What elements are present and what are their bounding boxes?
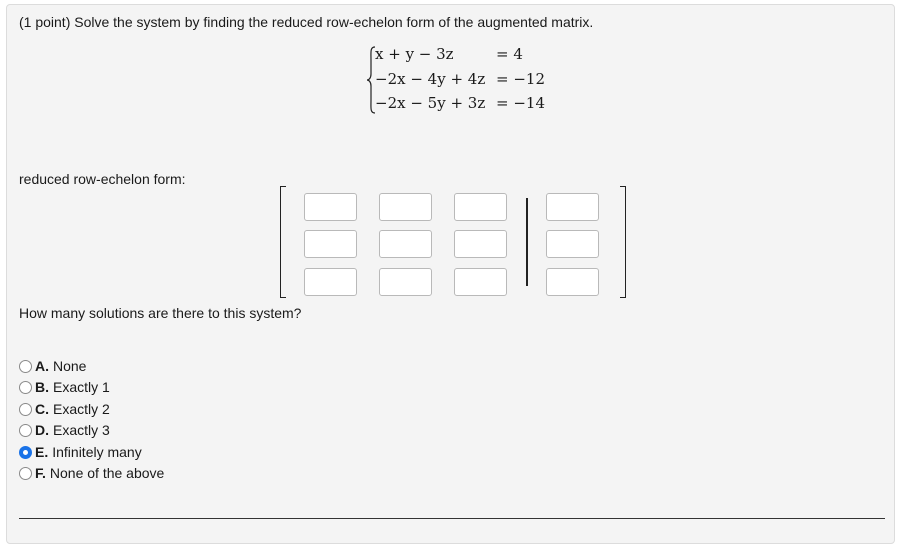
augmented-matrix bbox=[280, 186, 626, 300]
radio-button-f[interactable] bbox=[19, 467, 32, 480]
equation-3-lhs: −2x − 5y + 3z bbox=[375, 94, 486, 112]
matrix-cell-r1c4[interactable] bbox=[546, 193, 599, 221]
option-text: Exactly 3 bbox=[53, 422, 110, 438]
radio-button-c[interactable] bbox=[19, 403, 32, 416]
equation-system bbox=[366, 44, 566, 116]
matrix-cell-r2c4[interactable] bbox=[546, 230, 599, 258]
rref-label: reduced row-echelon form: bbox=[19, 171, 186, 187]
option-text: Exactly 1 bbox=[53, 379, 110, 395]
option-a[interactable] bbox=[19, 357, 86, 375]
option-letter: F. bbox=[35, 465, 46, 481]
left-bracket bbox=[280, 186, 286, 298]
radio-button-b[interactable] bbox=[19, 381, 32, 394]
option-c[interactable] bbox=[19, 400, 110, 418]
matrix-cell-r2c1[interactable] bbox=[304, 230, 357, 258]
matrix-cell-r1c3[interactable] bbox=[454, 193, 507, 221]
option-letter: E. bbox=[35, 444, 49, 460]
equation-1-lhs: x + y − 3z bbox=[375, 45, 454, 63]
option-letter: C. bbox=[35, 401, 49, 417]
option-text: None bbox=[53, 358, 87, 374]
matrix-cell-r1c1[interactable] bbox=[304, 193, 357, 221]
equation-2-lhs: −2x − 4y + 4z bbox=[375, 70, 486, 88]
equation-1-rhs: = 4 bbox=[496, 45, 523, 63]
radio-button-a[interactable] bbox=[19, 360, 32, 373]
solutions-question: How many solutions are there to this system? bbox=[19, 305, 302, 321]
matrix-cell-r2c3[interactable] bbox=[454, 230, 507, 258]
option-e[interactable] bbox=[19, 443, 142, 461]
equation-3-rhs: = −14 bbox=[496, 94, 545, 112]
option-text: Exactly 2 bbox=[53, 401, 110, 417]
matrix-cell-r1c2[interactable] bbox=[379, 193, 432, 221]
option-letter: D. bbox=[35, 422, 49, 438]
matrix-cell-r3c2[interactable] bbox=[379, 268, 432, 296]
radio-button-e[interactable] bbox=[19, 446, 32, 459]
option-f[interactable] bbox=[19, 464, 164, 482]
option-b[interactable] bbox=[19, 378, 110, 396]
option-letter: B. bbox=[35, 379, 49, 395]
matrix-cell-r2c2[interactable] bbox=[379, 230, 432, 258]
option-text: None of the above bbox=[49, 465, 165, 481]
option-letter: A. bbox=[35, 358, 49, 374]
matrix-cell-r3c3[interactable] bbox=[454, 268, 507, 296]
matrix-cell-r3c1[interactable] bbox=[304, 268, 357, 296]
option-text: Infinitely many bbox=[52, 444, 142, 460]
radio-button-d[interactable] bbox=[19, 424, 32, 437]
option-d[interactable] bbox=[19, 421, 110, 439]
problem-statement: (1 point) Solve the system by finding the reduced row-echelon form of the augmented matrix. bbox=[19, 14, 594, 30]
augmentation-divider bbox=[526, 198, 528, 286]
bottom-divider bbox=[19, 518, 885, 519]
equation-2-rhs: = −12 bbox=[496, 70, 545, 88]
right-bracket bbox=[620, 186, 626, 298]
matrix-cell-r3c4[interactable] bbox=[546, 268, 599, 296]
